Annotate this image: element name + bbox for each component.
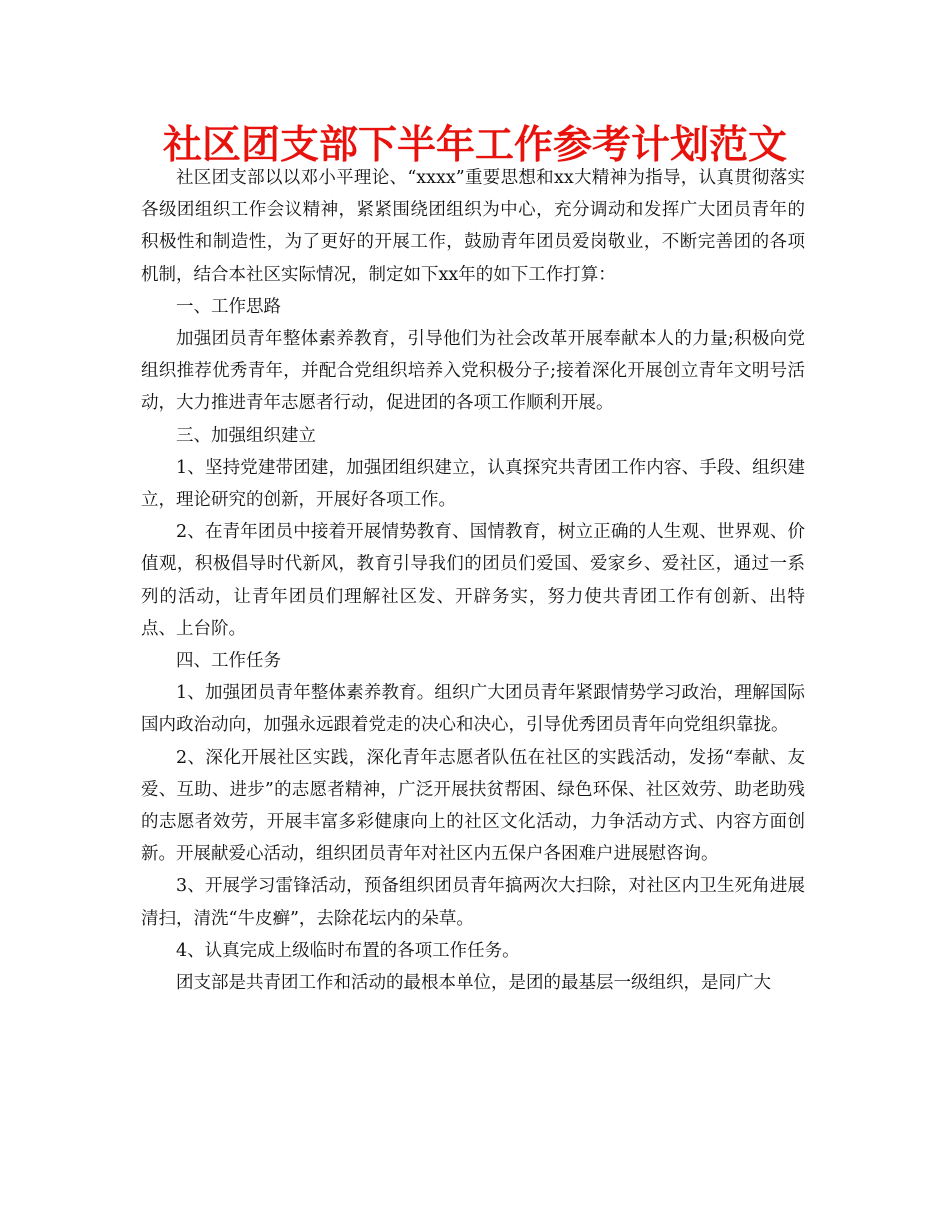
task-item-2: 2、深化开展社区实践，深化青年志愿者队伍在社区的实践活动，发扬“奉献、友爱、互助、进步”的志愿者精神，广泛开展扶贫帮困、绿色环保、社区效劳、助老助残的志愿者效劳，开展丰富多彩健康向上的社区文化活动，力争活动方式、内容方面创新。开展献爱心活动，组织团员青年对社区内五保户各困难户进展慰咨询。 [141,747,805,865]
section-heading-work-approach: 一、工作思路 [176,296,281,317]
task-item-1: 1、加强团员青年整体素养教育。组织广大团员青年紧跟情势学习政治，理解国际国内政治动向，加强永远跟着党走的决心和决心，引导优秀团员青年向党组织靠拢。 [141,683,805,736]
organization-item-1: 1、坚持党建带团建，加强团组织建立，认真探究共青团工作内容、手段、组织建立，理论研究的创新，开展好各项工作。 [141,457,805,511]
intro-paragraph: 社区团支部以以邓小平理论、“xxxx”重要思想和xx大精神为指导，认真贯彻落实各级团组织工作会议精神，紧紧围绕团组织为中心，充分调动和发挥广大团员青年的积极性和制造性，为了更好的开展工作，鼓励青年团员爱岗敬业，不断完善团的各项机制，结合本社区实际情况，制定如下xx年的如下工作打算： [141,168,805,285]
document-title: 社区团支部下半年工作参考计划范文 [162,123,787,168]
organization-item-2: 2、在青年团员中接着开展情势教育、国情教育，树立正确的人生观、世界观、价值观，积极倡导时代新风，教育引导我们的团员们爱国、爱家乡、爱社区，通过一系列的活动，让青年团员们理解社区发、开辟务实，努力使共青团工作有创新、出特点、上台阶。 [141,522,805,639]
document-body [141,162,805,999]
task-item-3: 3、开展学习雷锋活动，预备组织团员青年搞两次大扫除，对社区内卫生死角进展清扫，清洗“牛皮癣”，去除花坛内的朵草。 [141,876,805,929]
section-heading-organization: 三、加强组织建立 [176,425,316,446]
task-item-4: 4、认真完成上级临时布置的各项工作任务。 [176,940,520,961]
closing-paragraph: 团支部是共青团工作和活动的最根本单位，是团的最基层一级组织，是同广大 [176,973,771,994]
section-heading-work-tasks: 四、工作任务 [176,651,281,672]
work-approach-paragraph: 加强团员青年整体素养教育，引导他们为社会改革开展奉献本人的力量;积极向党组织推荐优秀青年，并配合党组织培养入党积极分子;接着深化开展创立青年文明号活动，大力推进青年志愿者行动，促进团的各项工作顺利开展。 [141,329,805,414]
